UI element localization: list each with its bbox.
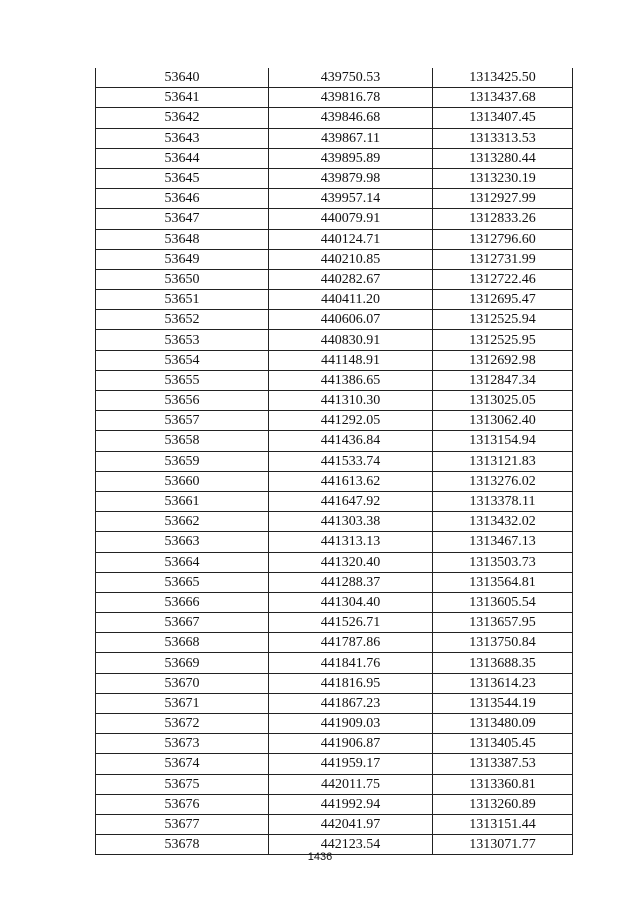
table-row bbox=[96, 814, 573, 834]
point-id-cell: 53660 bbox=[96, 471, 269, 491]
table-row bbox=[96, 411, 573, 431]
point-id-cell: 53674 bbox=[96, 754, 269, 774]
y-coordinate-cell: 1313480.09 bbox=[433, 714, 573, 734]
y-coordinate-cell: 1312695.47 bbox=[433, 290, 573, 310]
y-coordinate-cell: 1312796.60 bbox=[433, 229, 573, 249]
point-id-cell: 53643 bbox=[96, 128, 269, 148]
x-coordinate-cell: 441787.86 bbox=[269, 633, 433, 653]
point-id-cell: 53647 bbox=[96, 209, 269, 229]
y-coordinate-cell: 1313657.95 bbox=[433, 613, 573, 633]
point-id-cell: 53667 bbox=[96, 613, 269, 633]
x-coordinate-cell: 440079.91 bbox=[269, 209, 433, 229]
y-coordinate-cell: 1313313.53 bbox=[433, 128, 573, 148]
table-row bbox=[96, 794, 573, 814]
y-coordinate-cell: 1312927.99 bbox=[433, 189, 573, 209]
y-coordinate-cell: 1313154.94 bbox=[433, 431, 573, 451]
table-row bbox=[96, 128, 573, 148]
y-coordinate-cell: 1313688.35 bbox=[433, 653, 573, 673]
coordinates-table bbox=[95, 68, 573, 855]
y-coordinate-cell: 1313071.77 bbox=[433, 835, 573, 855]
y-coordinate-cell: 1313605.54 bbox=[433, 592, 573, 612]
point-id-cell: 53651 bbox=[96, 290, 269, 310]
x-coordinate-cell: 441959.17 bbox=[269, 754, 433, 774]
y-coordinate-cell: 1313425.50 bbox=[433, 68, 573, 88]
point-id-cell: 53655 bbox=[96, 370, 269, 390]
point-id-cell: 53664 bbox=[96, 552, 269, 572]
point-id-cell: 53659 bbox=[96, 451, 269, 471]
coordinates-table-body bbox=[96, 68, 573, 855]
point-id-cell: 53650 bbox=[96, 269, 269, 289]
table-row bbox=[96, 209, 573, 229]
y-coordinate-cell: 1313025.05 bbox=[433, 391, 573, 411]
point-id-cell: 53640 bbox=[96, 68, 269, 88]
table-row bbox=[96, 754, 573, 774]
x-coordinate-cell: 441148.91 bbox=[269, 350, 433, 370]
y-coordinate-cell: 1313260.89 bbox=[433, 794, 573, 814]
table-row bbox=[96, 653, 573, 673]
point-id-cell: 53645 bbox=[96, 168, 269, 188]
point-id-cell: 53670 bbox=[96, 673, 269, 693]
point-id-cell: 53646 bbox=[96, 189, 269, 209]
y-coordinate-cell: 1313405.45 bbox=[433, 734, 573, 754]
x-coordinate-cell: 441320.40 bbox=[269, 552, 433, 572]
y-coordinate-cell: 1313564.81 bbox=[433, 572, 573, 592]
y-coordinate-cell: 1313360.81 bbox=[433, 774, 573, 794]
table-row bbox=[96, 249, 573, 269]
x-coordinate-cell: 441313.13 bbox=[269, 532, 433, 552]
y-coordinate-cell: 1313121.83 bbox=[433, 451, 573, 471]
x-coordinate-cell: 441647.92 bbox=[269, 491, 433, 511]
point-id-cell: 53656 bbox=[96, 391, 269, 411]
table-row bbox=[96, 168, 573, 188]
y-coordinate-cell: 1313407.45 bbox=[433, 108, 573, 128]
x-coordinate-cell: 441288.37 bbox=[269, 572, 433, 592]
table-row bbox=[96, 693, 573, 713]
y-coordinate-cell: 1312833.26 bbox=[433, 209, 573, 229]
x-coordinate-cell: 441310.30 bbox=[269, 391, 433, 411]
point-id-cell: 53653 bbox=[96, 330, 269, 350]
table-row bbox=[96, 572, 573, 592]
x-coordinate-cell: 441292.05 bbox=[269, 411, 433, 431]
point-id-cell: 53673 bbox=[96, 734, 269, 754]
table-row bbox=[96, 350, 573, 370]
y-coordinate-cell: 1312847.34 bbox=[433, 370, 573, 390]
table-row bbox=[96, 330, 573, 350]
point-id-cell: 53671 bbox=[96, 693, 269, 713]
point-id-cell: 53649 bbox=[96, 249, 269, 269]
y-coordinate-cell: 1313432.02 bbox=[433, 512, 573, 532]
x-coordinate-cell: 441436.84 bbox=[269, 431, 433, 451]
point-id-cell: 53668 bbox=[96, 633, 269, 653]
x-coordinate-cell: 441303.38 bbox=[269, 512, 433, 532]
table-row bbox=[96, 532, 573, 552]
x-coordinate-cell: 441992.94 bbox=[269, 794, 433, 814]
point-id-cell: 53676 bbox=[96, 794, 269, 814]
table-row bbox=[96, 673, 573, 693]
x-coordinate-cell: 439895.89 bbox=[269, 148, 433, 168]
point-id-cell: 53672 bbox=[96, 714, 269, 734]
page-number: 1436 bbox=[307, 851, 333, 863]
point-id-cell: 53642 bbox=[96, 108, 269, 128]
y-coordinate-cell: 1313750.84 bbox=[433, 633, 573, 653]
table-row bbox=[96, 471, 573, 491]
y-coordinate-cell: 1313230.19 bbox=[433, 168, 573, 188]
x-coordinate-cell: 439867.11 bbox=[269, 128, 433, 148]
y-coordinate-cell: 1313544.19 bbox=[433, 693, 573, 713]
x-coordinate-cell: 439879.98 bbox=[269, 168, 433, 188]
table-row bbox=[96, 734, 573, 754]
x-coordinate-cell: 441304.40 bbox=[269, 592, 433, 612]
y-coordinate-cell: 1313387.53 bbox=[433, 754, 573, 774]
table-row bbox=[96, 451, 573, 471]
table-row bbox=[96, 310, 573, 330]
y-coordinate-cell: 1313151.44 bbox=[433, 814, 573, 834]
x-coordinate-cell: 441526.71 bbox=[269, 613, 433, 633]
point-id-cell: 53641 bbox=[96, 88, 269, 108]
table-row bbox=[96, 370, 573, 390]
x-coordinate-cell: 441816.95 bbox=[269, 673, 433, 693]
point-id-cell: 53666 bbox=[96, 592, 269, 612]
point-id-cell: 53665 bbox=[96, 572, 269, 592]
table-row bbox=[96, 229, 573, 249]
point-id-cell: 53677 bbox=[96, 814, 269, 834]
point-id-cell: 53669 bbox=[96, 653, 269, 673]
x-coordinate-cell: 441867.23 bbox=[269, 693, 433, 713]
point-id-cell: 53658 bbox=[96, 431, 269, 451]
point-id-cell: 53648 bbox=[96, 229, 269, 249]
y-coordinate-cell: 1312525.95 bbox=[433, 330, 573, 350]
x-coordinate-cell: 439957.14 bbox=[269, 189, 433, 209]
table-row bbox=[96, 592, 573, 612]
table-row bbox=[96, 774, 573, 794]
y-coordinate-cell: 1313437.68 bbox=[433, 88, 573, 108]
x-coordinate-cell: 440830.91 bbox=[269, 330, 433, 350]
table-row bbox=[96, 269, 573, 289]
x-coordinate-cell: 439846.68 bbox=[269, 108, 433, 128]
table-row bbox=[96, 613, 573, 633]
y-coordinate-cell: 1313378.11 bbox=[433, 491, 573, 511]
x-coordinate-cell: 441906.87 bbox=[269, 734, 433, 754]
x-coordinate-cell: 440124.71 bbox=[269, 229, 433, 249]
x-coordinate-cell: 441613.62 bbox=[269, 471, 433, 491]
table-row bbox=[96, 108, 573, 128]
x-coordinate-cell: 441386.65 bbox=[269, 370, 433, 390]
x-coordinate-cell: 439816.78 bbox=[269, 88, 433, 108]
table-row bbox=[96, 88, 573, 108]
point-id-cell: 53663 bbox=[96, 532, 269, 552]
y-coordinate-cell: 1313062.40 bbox=[433, 411, 573, 431]
point-id-cell: 53675 bbox=[96, 774, 269, 794]
x-coordinate-cell: 442041.97 bbox=[269, 814, 433, 834]
table-row bbox=[96, 391, 573, 411]
table-row bbox=[96, 431, 573, 451]
x-coordinate-cell: 441841.76 bbox=[269, 653, 433, 673]
point-id-cell: 53652 bbox=[96, 310, 269, 330]
table-row bbox=[96, 552, 573, 572]
y-coordinate-cell: 1312722.46 bbox=[433, 269, 573, 289]
y-coordinate-cell: 1312692.98 bbox=[433, 350, 573, 370]
table-row bbox=[96, 189, 573, 209]
x-coordinate-cell: 441533.74 bbox=[269, 451, 433, 471]
y-coordinate-cell: 1312525.94 bbox=[433, 310, 573, 330]
point-id-cell: 53657 bbox=[96, 411, 269, 431]
table-row bbox=[96, 290, 573, 310]
y-coordinate-cell: 1313614.23 bbox=[433, 673, 573, 693]
table-row bbox=[96, 512, 573, 532]
x-coordinate-cell: 441909.03 bbox=[269, 714, 433, 734]
table-row bbox=[96, 68, 573, 88]
point-id-cell: 53644 bbox=[96, 148, 269, 168]
table-row bbox=[96, 714, 573, 734]
x-coordinate-cell: 440210.85 bbox=[269, 249, 433, 269]
point-id-cell: 53654 bbox=[96, 350, 269, 370]
table-row bbox=[96, 633, 573, 653]
y-coordinate-cell: 1313276.02 bbox=[433, 471, 573, 491]
x-coordinate-cell: 440282.67 bbox=[269, 269, 433, 289]
y-coordinate-cell: 1313503.73 bbox=[433, 552, 573, 572]
x-coordinate-cell: 440606.07 bbox=[269, 310, 433, 330]
point-id-cell: 53662 bbox=[96, 512, 269, 532]
point-id-cell: 53678 bbox=[96, 835, 269, 855]
x-coordinate-cell: 439750.53 bbox=[269, 68, 433, 88]
table-row bbox=[96, 148, 573, 168]
y-coordinate-cell: 1312731.99 bbox=[433, 249, 573, 269]
x-coordinate-cell: 440411.20 bbox=[269, 290, 433, 310]
table-row bbox=[96, 491, 573, 511]
point-id-cell: 53661 bbox=[96, 491, 269, 511]
x-coordinate-cell: 442123.54 bbox=[269, 835, 433, 855]
y-coordinate-cell: 1313280.44 bbox=[433, 148, 573, 168]
y-coordinate-cell: 1313467.13 bbox=[433, 532, 573, 552]
x-coordinate-cell: 442011.75 bbox=[269, 774, 433, 794]
